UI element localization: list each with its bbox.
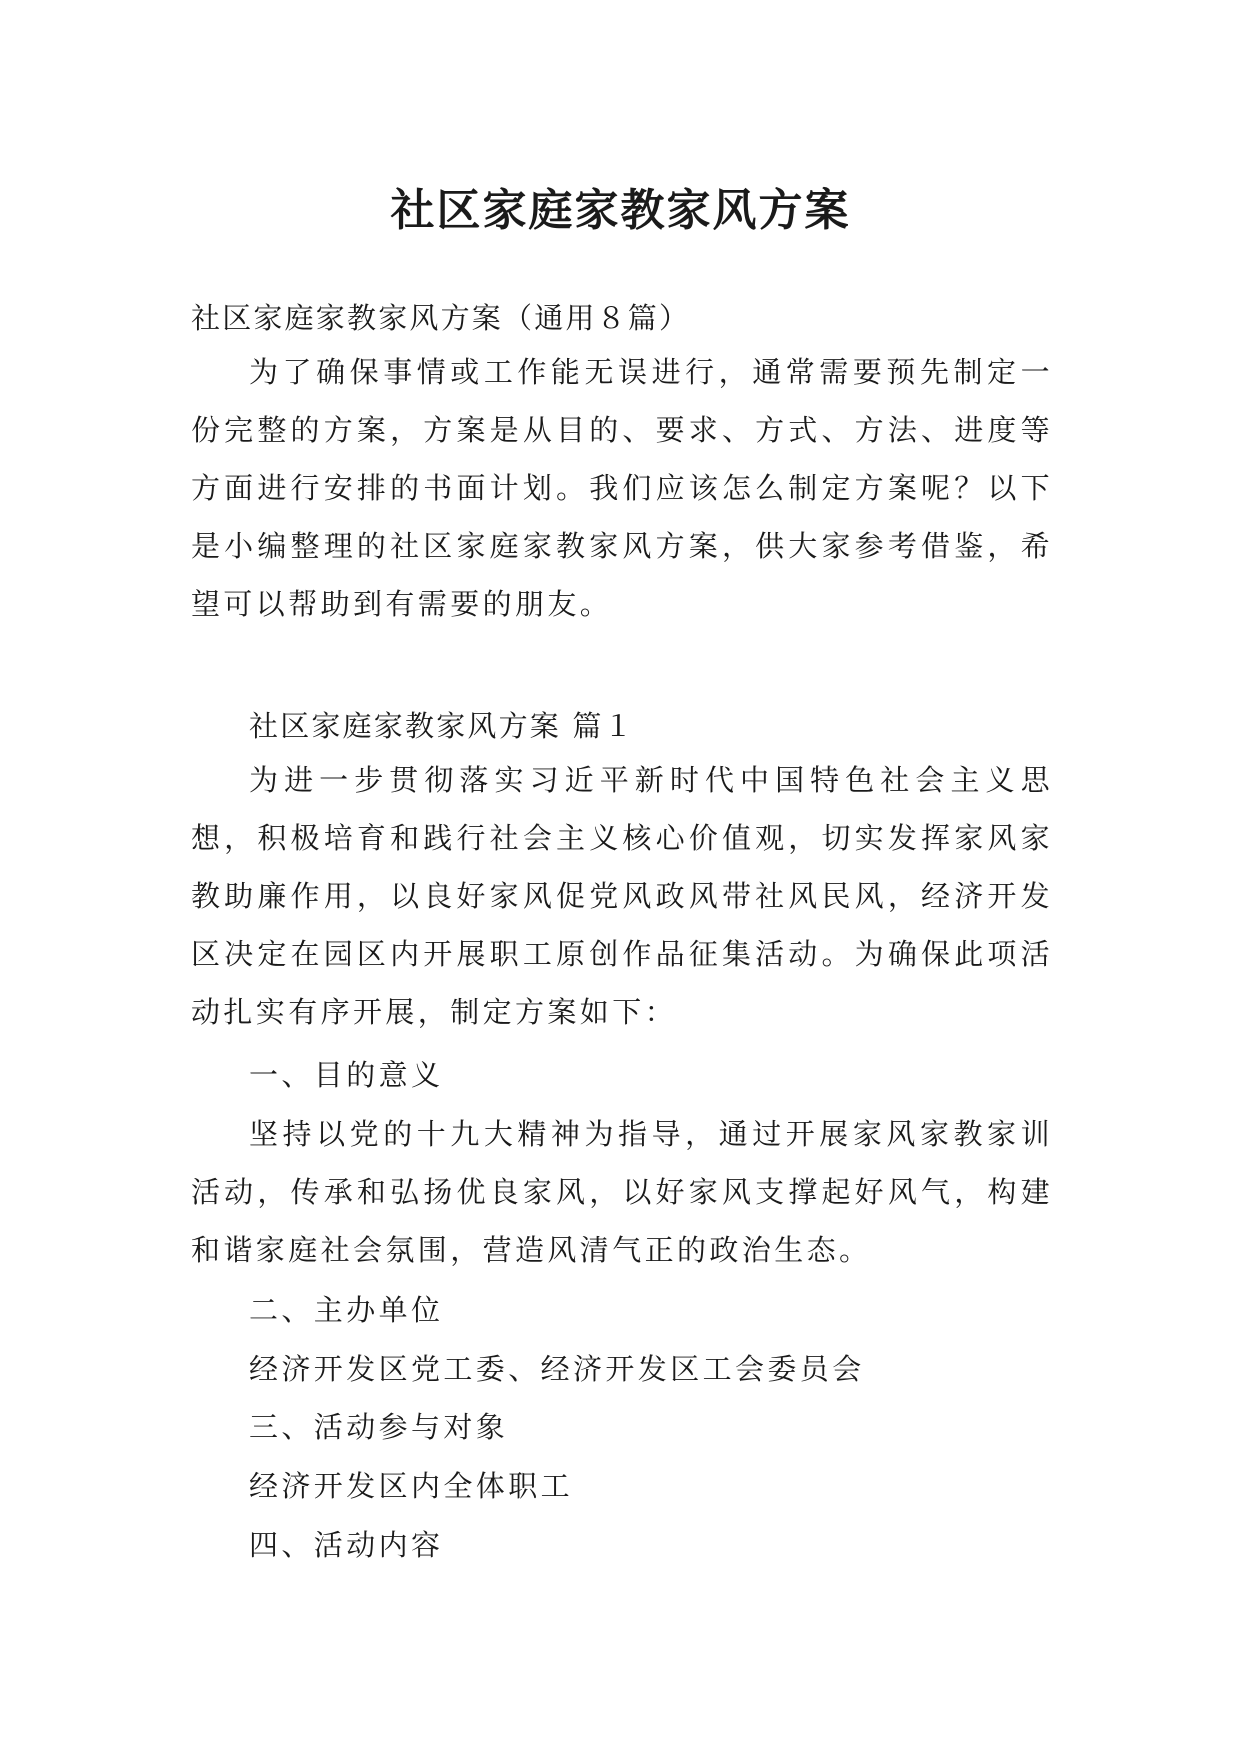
paragraph-2: 坚持以党的十九大精神为指导，通过开展家风家教家训活动，传承和弘扬优良家风，以好家风支撑起好风气，构建和谐家庭社会氛围，营造风清气正的政治生态。 [191, 1117, 1053, 1267]
heading-content: 四、活动内容 [249, 1528, 444, 1562]
document-subtitle: 社区家庭家教家风方案（通用８篇） [191, 301, 691, 335]
heading-participants: 三、活动参与对象 [249, 1410, 509, 1444]
section-heading: 社区家庭家教家风方案 篇１ [249, 709, 635, 743]
heading-organizer: 二、主办单位 [249, 1293, 444, 1327]
paragraph-3: 经济开发区党工委、经济开发区工会委员会 [249, 1352, 865, 1386]
heading-purpose: 一、目的意义 [249, 1058, 444, 1092]
intro-paragraph: 为了确保事情或工作能无误进行，通常需要预先制定一份完整的方案，方案是从目的、要求、方式、方法、进度等方面进行安排的书面计划。我们应该怎么制定方案呢？以下是小编整理的社区家庭家教家风方案，供大家参考借鉴，希望可以帮助到有需要的朋友。 [191, 355, 1053, 621]
paragraph-4: 经济开发区内全体职工 [249, 1469, 574, 1503]
document-title: 社区家庭家教家风方案 [390, 185, 851, 237]
paragraph-1: 为进一步贯彻落实习近平新时代中国特色社会主义思想，积极培育和践行社会主义核心价值观，切实发挥家风家教助廉作用，以良好家风促党风政风带社风民风，经济开发区决定在园区内开展职工原创作品征集活动。为确保此项活动扎实有序开展，制定方案如下： [191, 763, 1053, 1029]
